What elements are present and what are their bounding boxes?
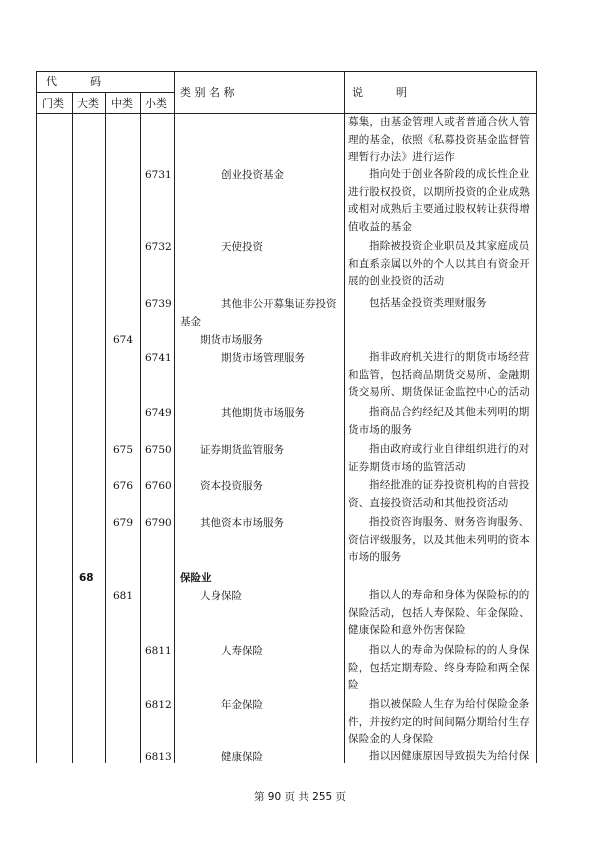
row-desc: 指以人的寿命为保险标的的人身保险，包括定期寿险、终身寿险和两全保险 — [348, 644, 530, 691]
code-medium: 676 — [113, 480, 134, 492]
code-minor: 6790 — [145, 517, 172, 529]
header-minor: 小类 — [145, 97, 167, 110]
header-code: 代 码 — [46, 75, 101, 88]
col-border-minor — [174, 71, 175, 763]
col-border-name — [344, 71, 345, 763]
row-desc: 指经批准的证券投资机构的自营投资、直接投资活动和其他投资活动 — [348, 479, 530, 509]
category-name: 保险业 — [180, 572, 212, 584]
row-desc: 募集，由基金管理人或者普通合伙人管理的基金，依照《私募投资基金监督管理暂行办法》进行运作 — [348, 116, 530, 163]
row-desc: 指除被投资企业职员及其家庭成员和直系亲属以外的个人以其自有资金开展的创业投资的活动 — [348, 240, 530, 287]
category-name: 人寿保险 — [221, 645, 263, 657]
code-minor: 6812 — [145, 699, 172, 711]
code-minor: 6739 — [145, 298, 172, 310]
header-major: 大类 — [77, 97, 99, 110]
row-desc: 指以人的寿命和身体为保险标的的保险活动，包括人寿保险、年金保险、健康保险和意外伤害保险 — [348, 589, 530, 636]
col-border-left — [36, 71, 37, 763]
category-name: 人身保险 — [200, 590, 242, 602]
category-name: 年金保险 — [221, 699, 263, 711]
row-desc: 指非政府机关进行的期货市场经营和监管，包括商品期货交易所、金融期货交易所、期货保证金监控中心的活动 — [348, 351, 530, 398]
code-minor: 6731 — [145, 169, 172, 181]
col-border-major — [105, 92, 106, 763]
row-desc: 指商品合约经纪及其他未列明的期货市场的服务 — [348, 406, 530, 436]
table-top-border — [36, 71, 537, 72]
code-medium: 679 — [113, 517, 134, 529]
category-name: 健康保险 — [221, 751, 263, 763]
code-minor: 6749 — [145, 407, 172, 419]
code-major: 68 — [79, 572, 94, 584]
code-medium: 674 — [113, 334, 134, 346]
row-desc: 指以因健康原因导致损失为给付保 — [369, 750, 530, 762]
category-name-cont: 基金 — [180, 316, 201, 328]
category-name: 证券期货监管服务 — [200, 444, 284, 456]
row-desc: 指投资咨询服务、财务咨询服务、资信评级服务，以及其他未列明的资本市场的服务 — [348, 516, 530, 563]
code-medium: 681 — [113, 590, 134, 602]
category-name: 期货市场管理服务 — [221, 352, 305, 364]
code-medium: 675 — [113, 444, 134, 456]
row-desc: 指以被保险人生存为给付保险金条件，并按约定的时间间隔分期给付生存保险金的人身保险 — [348, 698, 530, 745]
code-minor: 6760 — [145, 480, 172, 492]
code-minor: 6811 — [145, 645, 172, 657]
category-name: 期货市场服务 — [200, 334, 263, 346]
page-footer: 第 90 页 共 255 页 — [253, 791, 347, 803]
category-name: 其他资本市场服务 — [200, 517, 284, 529]
col-border-door — [72, 92, 73, 763]
code-minor: 6732 — [145, 241, 172, 253]
col-border-medium — [140, 92, 141, 763]
category-name: 天使投资 — [221, 241, 263, 253]
code-minor: 6741 — [145, 352, 172, 364]
col-border-right — [536, 71, 537, 763]
header-description: 说 明 — [352, 86, 407, 99]
row-desc: 指由政府或行业自律组织进行的对证券期货市场的监管活动 — [348, 443, 530, 473]
code-minor: 6813 — [145, 751, 172, 763]
category-name: 其他期货市场服务 — [221, 407, 305, 419]
row-desc: 指向处于创业各阶段的成长性企业进行股权投资，以期所投资的企业成熟或相对成熟后主要通过股权转让获得增值收益的基金 — [348, 168, 530, 233]
code-minor: 6750 — [145, 444, 172, 456]
row-desc: 包括基金投资类理财服务 — [369, 297, 487, 309]
category-name: 其他非公开募集证券投资 — [221, 298, 337, 310]
category-name: 创业投资基金 — [221, 169, 284, 181]
header-category-name: 类 别 名 称 — [180, 86, 235, 99]
category-name: 资本投资服务 — [200, 480, 263, 492]
header-medium: 中类 — [111, 97, 133, 110]
header-door: 门类 — [42, 97, 64, 110]
